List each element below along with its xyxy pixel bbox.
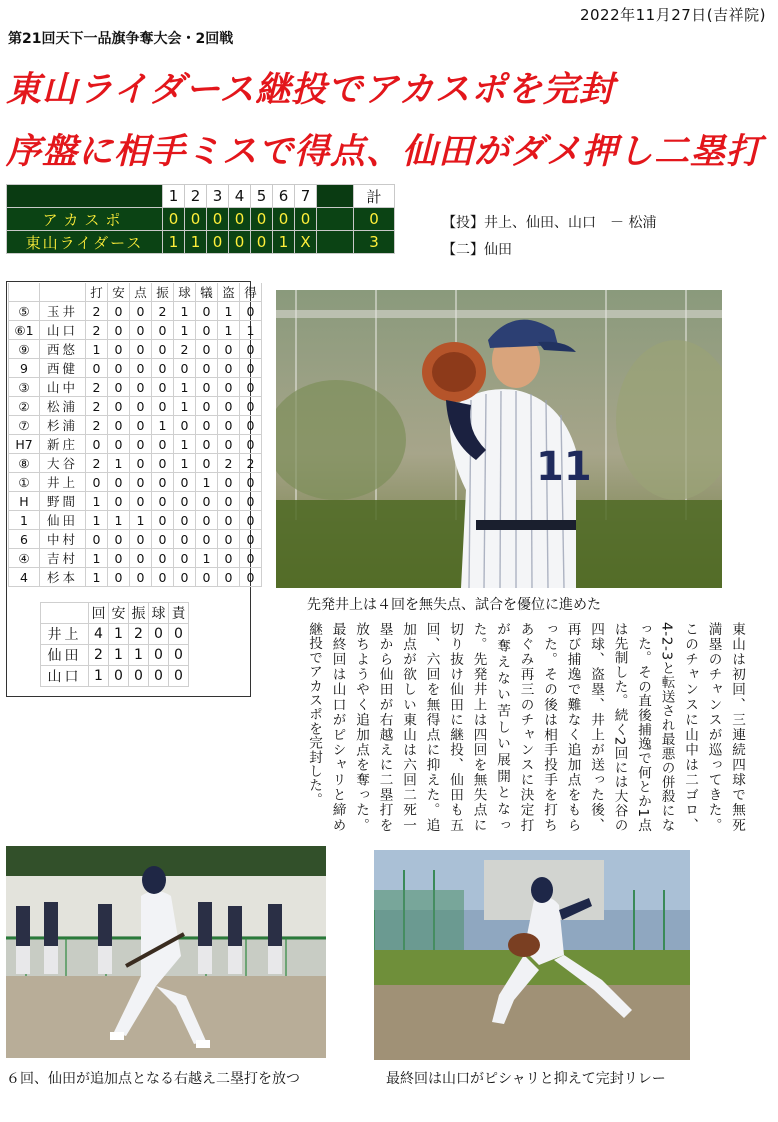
caption-photo2: ６回、仙田が追加点となる右越え二塁打を放つ <box>6 1071 300 1087</box>
batting-stat-cell: 0 <box>240 416 262 435</box>
batting-header-pos <box>9 283 40 302</box>
score-cell: 0 <box>229 208 251 231</box>
batting-stat-cell: 0 <box>152 435 174 454</box>
batting-stat-cell: 1 <box>196 473 218 492</box>
batting-stat-header: 振 <box>152 283 174 302</box>
batting-stat-header: 点 <box>130 283 152 302</box>
pitcher-name: 仙田 <box>41 645 89 666</box>
batting-stat-cell: 0 <box>130 568 152 587</box>
pitching-header-name <box>41 603 89 624</box>
pitching-stat-cell: 0 <box>109 666 129 687</box>
pitching-row <box>41 645 189 666</box>
batting-stat-cell: 1 <box>108 454 130 473</box>
caption-photo1: 先発井上は４回を無失点、試合を優位に進めた <box>307 597 601 613</box>
batting-stat-cell: 1 <box>174 454 196 473</box>
pitching-stat-cell: 1 <box>89 666 109 687</box>
batting-stat-cell: 2 <box>86 321 108 340</box>
batting-stat-cell: 0 <box>218 340 240 359</box>
batting-stat-cell: 0 <box>130 454 152 473</box>
batting-stat-cell: 0 <box>108 549 130 568</box>
pitching-stat-cell: 0 <box>169 666 189 687</box>
batting-position: 9 <box>9 359 40 378</box>
linescore-inning-header: 2 <box>185 185 207 208</box>
batting-stat-cell: 0 <box>196 321 218 340</box>
score-cell: 0 <box>163 208 185 231</box>
photo-starting-pitcher <box>276 290 722 588</box>
batting-stat-header: 得 <box>240 283 262 302</box>
photo-closing-pitcher <box>374 850 690 1060</box>
batting-player-name: 西健 <box>40 359 86 378</box>
batting-player-name: 杉本 <box>40 568 86 587</box>
pitching-stat-cell: 0 <box>149 624 169 645</box>
batting-stat-cell: 1 <box>174 302 196 321</box>
batting-stat-cell: 0 <box>174 511 196 530</box>
batting-stat-cell: 0 <box>174 359 196 378</box>
batting-stat-cell: 1 <box>86 511 108 530</box>
batting-stat-cell: 0 <box>174 416 196 435</box>
batting-stat-cell: 2 <box>86 416 108 435</box>
batting-stat-cell: 2 <box>240 454 262 473</box>
batting-stat-cell: 0 <box>240 492 262 511</box>
batting-stat-cell: 0 <box>218 549 240 568</box>
batting-stat-cell: 0 <box>218 359 240 378</box>
batting-stat-cell: 0 <box>196 416 218 435</box>
batting-stat-cell: 0 <box>130 435 152 454</box>
batting-stat-cell: 0 <box>218 568 240 587</box>
batting-stat-cell: 0 <box>152 397 174 416</box>
batting-row <box>9 473 262 492</box>
batting-stat-cell: 0 <box>240 359 262 378</box>
pitching-header-row <box>41 603 189 624</box>
batting-stat-cell: 0 <box>218 492 240 511</box>
batting-stat-cell: 0 <box>130 549 152 568</box>
pitching-stat-header: 回 <box>89 603 109 624</box>
batting-position: H7 <box>9 435 40 454</box>
pitching-stat-cell: 1 <box>109 645 129 666</box>
batting-header-name <box>40 283 86 302</box>
batting-stat-header: 盗 <box>218 283 240 302</box>
batting-row <box>9 359 262 378</box>
batting-position: H <box>9 492 40 511</box>
score-cell: 0 <box>207 208 229 231</box>
batting-stat-cell: 0 <box>152 359 174 378</box>
batting-stat-cell: 0 <box>152 492 174 511</box>
batting-row <box>9 302 262 321</box>
batting-stat-cell: 0 <box>240 340 262 359</box>
pitching-row <box>41 624 189 645</box>
batting-stat-cell: 0 <box>240 568 262 587</box>
batting-stat-cell: 0 <box>152 454 174 473</box>
batting-stat-cell: 0 <box>108 397 130 416</box>
headline-main: 東山ライダース継投でアカスポを完封 <box>6 70 615 110</box>
batting-stat-cell: 0 <box>240 302 262 321</box>
batting-stat-cell: 0 <box>108 416 130 435</box>
pitching-stat-cell: 2 <box>89 645 109 666</box>
pitching-stat-cell: 2 <box>129 624 149 645</box>
batting-row <box>9 530 262 549</box>
linescore-team-header <box>7 185 163 208</box>
batting-stat-cell: 0 <box>108 435 130 454</box>
batting-stat-cell: 0 <box>86 435 108 454</box>
batting-stat-cell: 0 <box>152 511 174 530</box>
batting-stat-cell: 0 <box>196 397 218 416</box>
batting-stat-header: 打 <box>86 283 108 302</box>
pitching-stat-cell: 0 <box>149 666 169 687</box>
batting-position: ⑧ <box>9 454 40 473</box>
batting-stat-cell: 0 <box>240 397 262 416</box>
batting-stat-cell: 0 <box>240 435 262 454</box>
batting-stat-cell: 0 <box>152 568 174 587</box>
batting-stat-header: 犠 <box>196 283 218 302</box>
batting-row <box>9 321 262 340</box>
batting-stat-cell: 0 <box>130 397 152 416</box>
score-cell: 0 <box>207 231 229 254</box>
batting-stat-cell: 0 <box>240 378 262 397</box>
batting-stat-cell: 0 <box>174 568 196 587</box>
batting-stat-header: 球 <box>174 283 196 302</box>
batting-stat-cell: 0 <box>174 530 196 549</box>
batting-stat-cell: 1 <box>108 511 130 530</box>
batting-stat-cell: 0 <box>152 530 174 549</box>
score-cell: 1 <box>163 231 185 254</box>
linescore-inning-header: 6 <box>273 185 295 208</box>
pitching-stat-header: 振 <box>129 603 149 624</box>
linescore-blank-header <box>317 185 354 208</box>
pitching-table <box>40 602 189 687</box>
batting-stat-cell: 0 <box>130 416 152 435</box>
photo-batter-double <box>6 846 326 1058</box>
batting-header-row <box>9 283 262 302</box>
batting-row <box>9 340 262 359</box>
batting-stat-cell: 0 <box>240 473 262 492</box>
batting-position: ⑥1 <box>9 321 40 340</box>
batting-stat-cell: 0 <box>152 549 174 568</box>
batting-player-name: 井上 <box>40 473 86 492</box>
batting-stat-cell: 0 <box>130 359 152 378</box>
batting-row <box>9 435 262 454</box>
score-cell: 1 <box>185 231 207 254</box>
batting-stat-cell: 0 <box>108 359 130 378</box>
score-cell: 0 <box>273 208 295 231</box>
batting-stat-header: 安 <box>108 283 130 302</box>
batting-position: 1 <box>9 511 40 530</box>
batting-stat-cell: 0 <box>152 321 174 340</box>
batting-stat-cell: 1 <box>86 568 108 587</box>
batting-stat-cell: 0 <box>130 473 152 492</box>
batting-row <box>9 511 262 530</box>
batting-stat-cell: 1 <box>174 321 196 340</box>
batting-row <box>9 549 262 568</box>
batting-position: ⑤ <box>9 302 40 321</box>
pitching-stat-cell: 1 <box>109 624 129 645</box>
batting-stat-cell: 1 <box>86 549 108 568</box>
batting-row <box>9 492 262 511</box>
batting-stat-cell: 1 <box>196 549 218 568</box>
pitching-stat-cell: 0 <box>169 624 189 645</box>
batting-stat-cell: 0 <box>218 530 240 549</box>
pitching-stat-cell: 1 <box>129 645 149 666</box>
batting-player-name: 大谷 <box>40 454 86 473</box>
batting-stat-cell: 0 <box>152 340 174 359</box>
batting-stat-cell: 0 <box>86 359 108 378</box>
event-title: 第21回天下一品旗争奪大会・2回戦 <box>8 31 234 47</box>
batting-stat-cell: 0 <box>108 378 130 397</box>
team-name-away: アカスポ <box>7 208 163 231</box>
batting-stat-cell: 1 <box>218 321 240 340</box>
score-cell-blank <box>317 208 354 231</box>
batting-player-name: 松浦 <box>40 397 86 416</box>
pitcher-name: 山口 <box>41 666 89 687</box>
batting-stat-cell: 0 <box>196 492 218 511</box>
score-total-away: 0 <box>354 208 395 231</box>
batting-player-name: 中村 <box>40 530 86 549</box>
batting-stat-cell: 0 <box>196 302 218 321</box>
linescore-header-row <box>7 185 395 208</box>
batting-stat-cell: 0 <box>130 378 152 397</box>
headline-sub: 序盤に相手ミスで得点、仙田がダメ押し二塁打 <box>6 132 763 172</box>
batting-position: ⑦ <box>9 416 40 435</box>
batting-stat-cell: 1 <box>218 302 240 321</box>
pitchers-summary: 【投】井上、仙田、山口 － 松浦 <box>442 215 657 231</box>
batting-stat-cell: 0 <box>240 511 262 530</box>
score-cell-blank <box>317 231 354 254</box>
batting-stat-cell: 0 <box>174 549 196 568</box>
article-date: 2022年11月27日(吉祥院) <box>579 6 766 24</box>
batting-stat-cell: 0 <box>152 473 174 492</box>
linescore-row-away <box>7 208 395 231</box>
batting-position: ④ <box>9 549 40 568</box>
linescore-inning-header: 7 <box>295 185 317 208</box>
batting-position: ⑨ <box>9 340 40 359</box>
score-cell: 0 <box>229 231 251 254</box>
batting-position: ③ <box>9 378 40 397</box>
batting-stat-cell: 0 <box>174 473 196 492</box>
batting-stat-cell: 0 <box>108 530 130 549</box>
batting-stat-cell: 2 <box>152 302 174 321</box>
pitching-stat-cell: 0 <box>169 645 189 666</box>
pitcher-name: 井上 <box>41 624 89 645</box>
linescore-inning-header: 1 <box>163 185 185 208</box>
batting-stat-cell: 0 <box>218 416 240 435</box>
batting-stat-cell: 1 <box>152 416 174 435</box>
score-cell: 1 <box>273 231 295 254</box>
batting-stat-cell: 0 <box>130 302 152 321</box>
pitching-stat-cell: 0 <box>149 645 169 666</box>
batting-stat-cell: 1 <box>130 511 152 530</box>
batting-stat-cell: 0 <box>218 473 240 492</box>
batting-stat-cell: 1 <box>240 321 262 340</box>
batting-stat-cell: 0 <box>218 397 240 416</box>
doubles-summary: 【二】仙田 <box>442 242 512 258</box>
batting-stat-cell: 0 <box>130 530 152 549</box>
batting-stat-cell: 0 <box>218 435 240 454</box>
batting-stat-cell: 0 <box>196 435 218 454</box>
batting-stat-cell: 0 <box>240 549 262 568</box>
batting-stat-cell: 0 <box>108 568 130 587</box>
batting-player-name: 玉井 <box>40 302 86 321</box>
batting-stat-cell: 1 <box>174 378 196 397</box>
batting-stat-cell: 0 <box>152 378 174 397</box>
linescore-table <box>6 184 395 254</box>
batting-stat-cell: 0 <box>108 340 130 359</box>
batting-player-name: 杉浦 <box>40 416 86 435</box>
score-cell: 0 <box>251 231 273 254</box>
batting-stat-cell: 0 <box>196 454 218 473</box>
batting-player-name: 仙田 <box>40 511 86 530</box>
score-cell: 0 <box>295 208 317 231</box>
article-body: 東山は初回、三連続四球で無死満塁のチャンスが巡ってきた。このチャンスに山中は二ゴロ、4-2-3と転送され最悪の併殺になった。その直後捕逸で何とか1点は先制した。続く2回には大谷の四球、盗塁、井上が送った後、再び捕逸で難なく追加点をもらった。その後は相手投手を打ちあぐみ再三のチャンスに決定打が奪えない苦しい展開となった。先発井上は四回を無失点に切り抜け仙田に継投、仙田も五回、六回を無得点に抑えた。追加点が欲しい東山は六回二死一塁から仙田が右越えに二塁打を放ちようやく追加点を奪った。最終回は山口がピシャリと締め継投でアカスポを完封した。 <box>306 622 745 832</box>
batting-table <box>8 283 262 587</box>
pitching-stat-cell: 4 <box>89 624 109 645</box>
batting-position: ② <box>9 397 40 416</box>
batting-row <box>9 397 262 416</box>
batting-player-name: 吉村 <box>40 549 86 568</box>
batting-stat-cell: 0 <box>196 511 218 530</box>
batting-stat-cell: 0 <box>108 302 130 321</box>
batting-row <box>9 416 262 435</box>
score-total-home: 3 <box>354 231 395 254</box>
batting-stat-cell: 0 <box>174 492 196 511</box>
batting-stat-cell: 0 <box>130 492 152 511</box>
score-cell: 0 <box>251 208 273 231</box>
score-cell: X <box>295 231 317 254</box>
batting-stat-cell: 1 <box>174 435 196 454</box>
batting-stat-cell: 0 <box>240 530 262 549</box>
batting-position: ① <box>9 473 40 492</box>
batting-stat-cell: 0 <box>130 340 152 359</box>
team-name-home: 東山ライダース <box>7 231 163 254</box>
batting-player-name: 山中 <box>40 378 86 397</box>
batting-position: 6 <box>9 530 40 549</box>
batting-row <box>9 568 262 587</box>
uniform-number: 11 <box>536 444 592 490</box>
batting-player-name: 新庄 <box>40 435 86 454</box>
batting-stat-cell: 0 <box>86 473 108 492</box>
batting-stat-cell: 0 <box>196 378 218 397</box>
pitching-row <box>41 666 189 687</box>
batting-stat-cell: 0 <box>196 568 218 587</box>
batting-stat-cell: 2 <box>86 454 108 473</box>
batting-stat-cell: 2 <box>174 340 196 359</box>
batting-stat-cell: 0 <box>196 359 218 378</box>
batting-stat-cell: 0 <box>196 530 218 549</box>
linescore-inning-header: 4 <box>229 185 251 208</box>
pitching-stat-cell: 0 <box>129 666 149 687</box>
batting-stat-cell: 1 <box>174 397 196 416</box>
pitching-stat-header: 責 <box>169 603 189 624</box>
batting-stat-cell: 0 <box>86 530 108 549</box>
batting-stat-cell: 0 <box>108 473 130 492</box>
batting-row <box>9 378 262 397</box>
score-cell: 0 <box>185 208 207 231</box>
batting-stat-cell: 2 <box>86 397 108 416</box>
batting-stat-cell: 1 <box>86 492 108 511</box>
linescore-row-home <box>7 231 395 254</box>
batting-stat-cell: 2 <box>218 454 240 473</box>
batting-player-name: 山口 <box>40 321 86 340</box>
batting-stat-cell: 2 <box>86 378 108 397</box>
batting-stat-cell: 0 <box>108 321 130 340</box>
batting-player-name: 西悠 <box>40 340 86 359</box>
caption-photo3: 最終回は山口がピシャリと抑えて完封リレー <box>386 1071 666 1087</box>
pitching-stat-header: 安 <box>109 603 129 624</box>
batting-player-name: 野間 <box>40 492 86 511</box>
batting-stat-cell: 0 <box>218 378 240 397</box>
batting-stat-cell: 0 <box>218 511 240 530</box>
linescore-total-header: 計 <box>354 185 395 208</box>
batting-stat-cell: 0 <box>196 340 218 359</box>
batting-position: 4 <box>9 568 40 587</box>
linescore-inning-header: 3 <box>207 185 229 208</box>
pitching-stat-header: 球 <box>149 603 169 624</box>
batting-stat-cell: 0 <box>108 492 130 511</box>
batting-stat-cell: 1 <box>86 340 108 359</box>
batting-stat-cell: 0 <box>130 321 152 340</box>
linescore-inning-header: 5 <box>251 185 273 208</box>
batting-row <box>9 454 262 473</box>
batting-stat-cell: 2 <box>86 302 108 321</box>
